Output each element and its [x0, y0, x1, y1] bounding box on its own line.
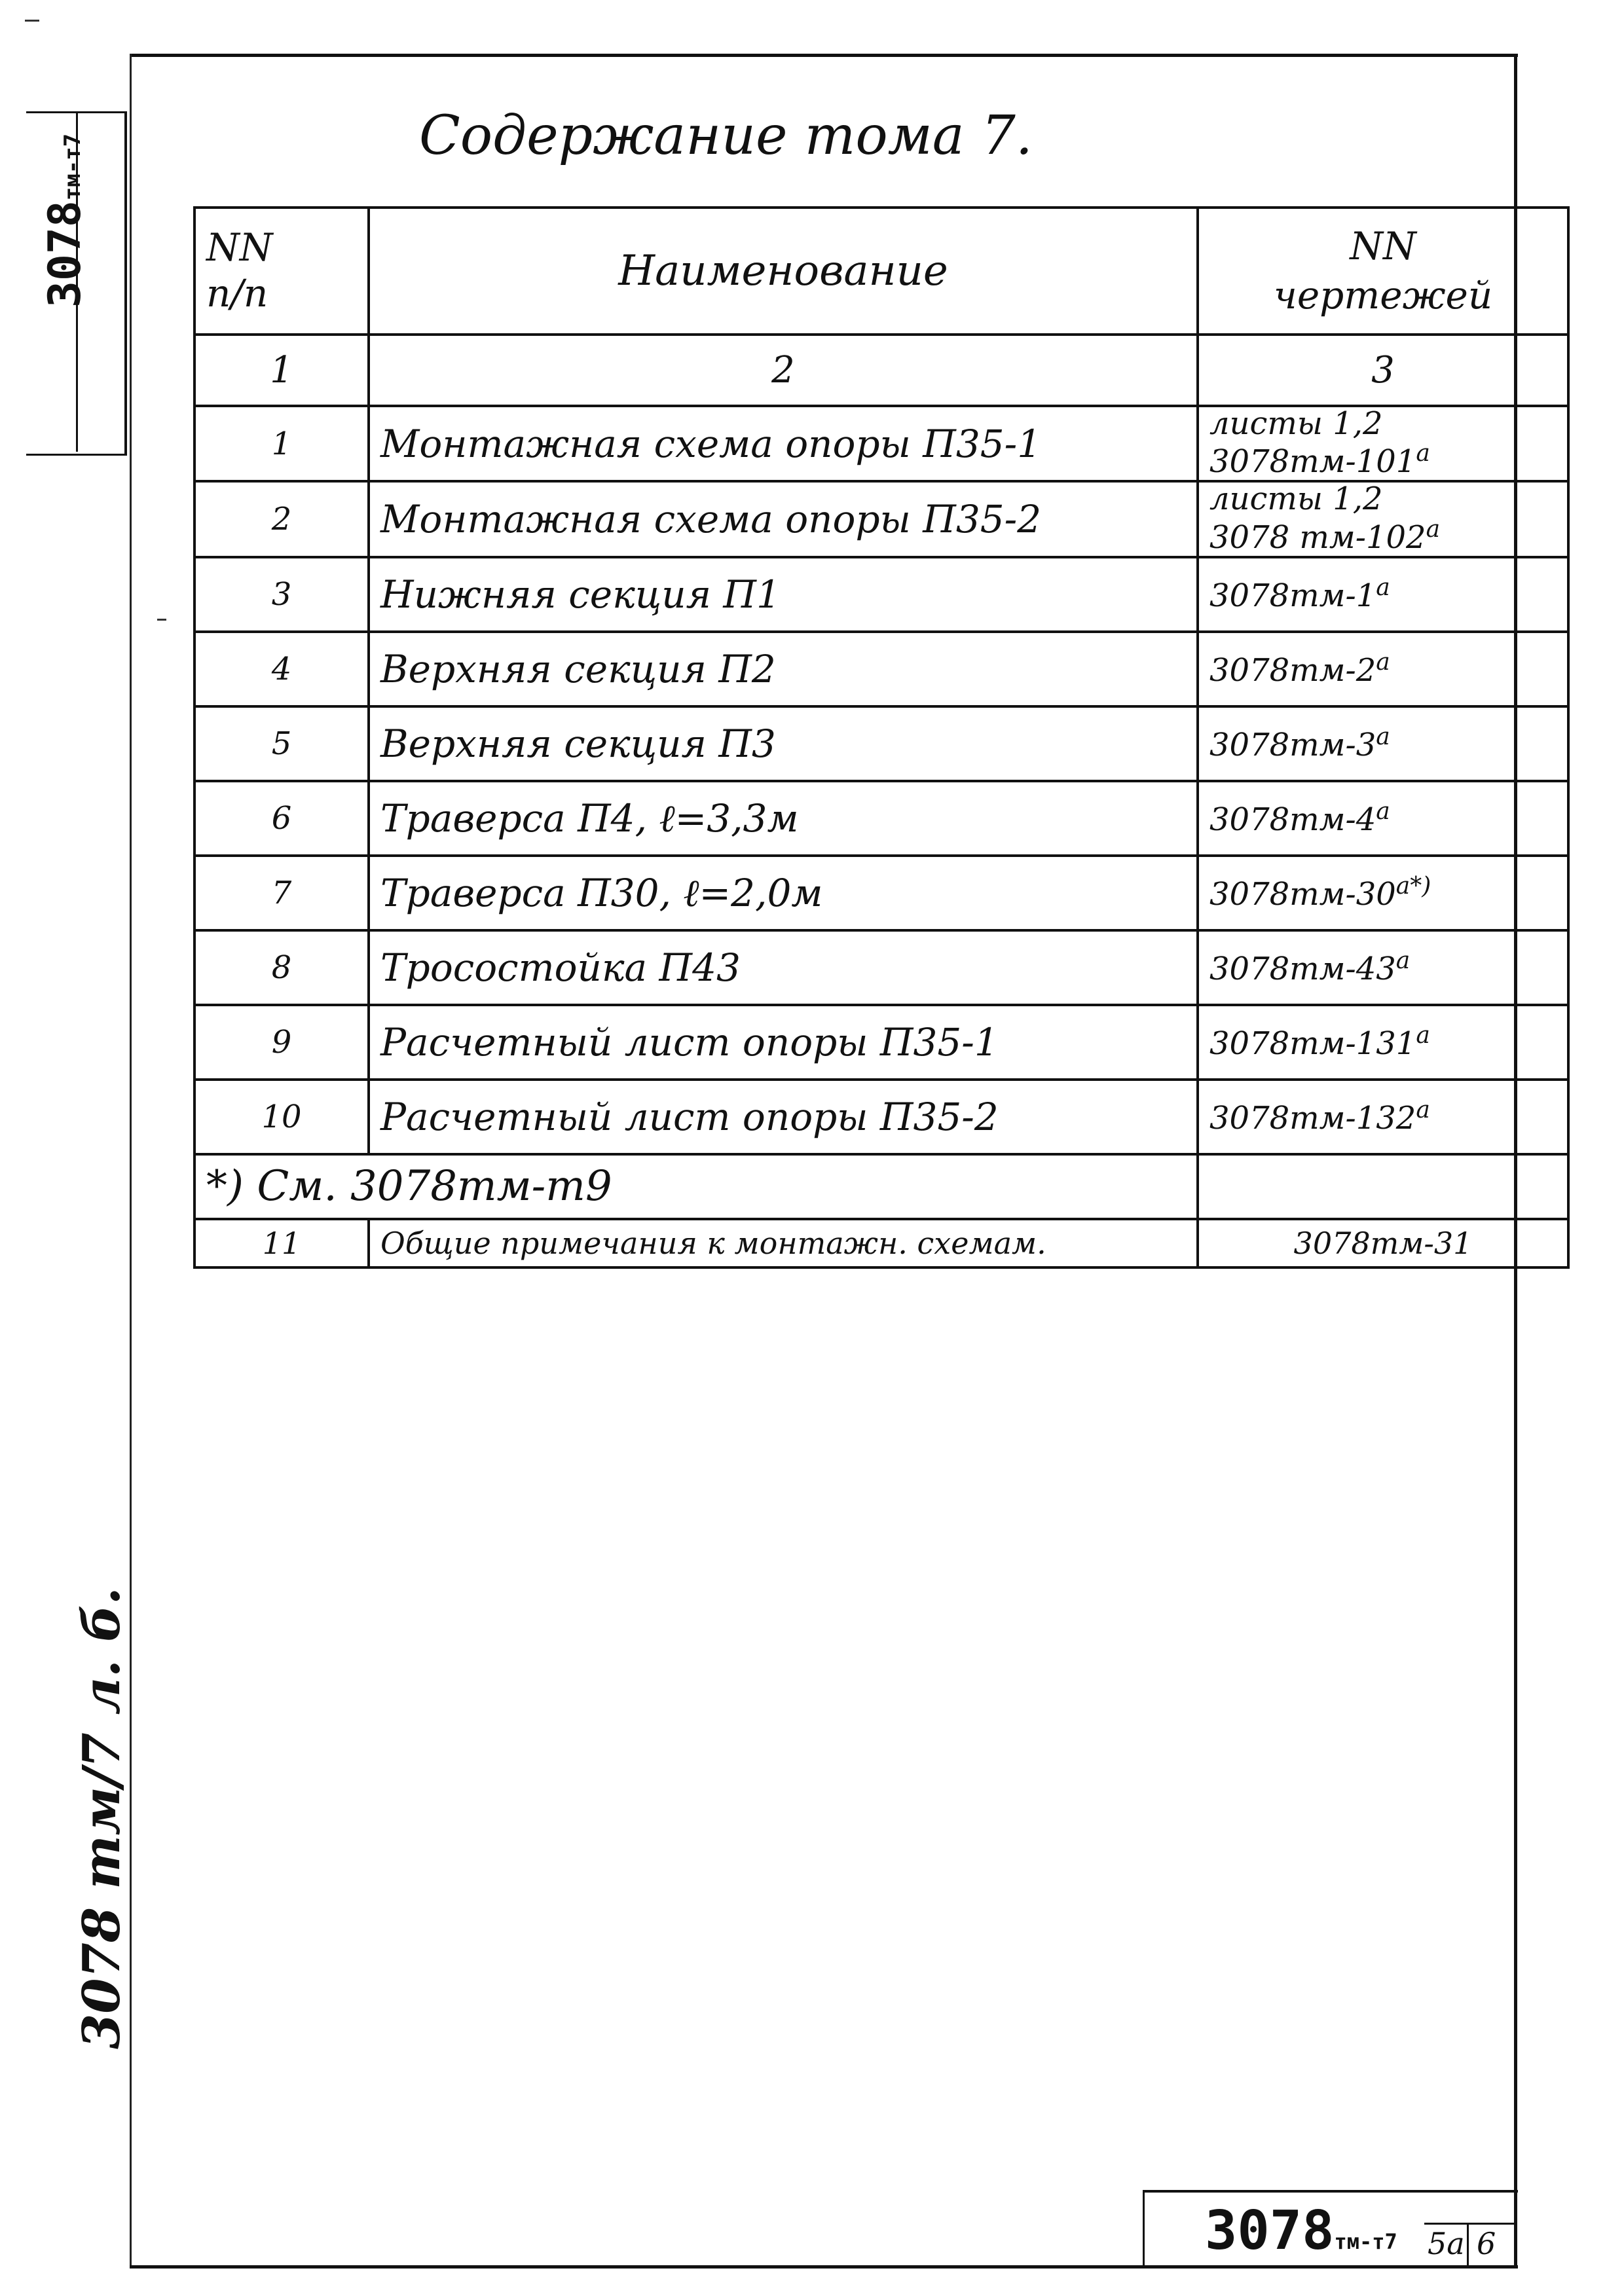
row-number: 4: [194, 632, 369, 706]
footnote-empty-cell: [1198, 1154, 1568, 1219]
row-name: Тросостойка П43: [369, 930, 1198, 1005]
row-number: 10: [194, 1080, 369, 1154]
row-drawing: [1198, 856, 1568, 930]
side-code-suffix: тм-т7: [60, 133, 86, 201]
row-drawing-sup: а: [1395, 947, 1411, 975]
margin-mark: [157, 619, 166, 621]
row-name: Общие примечания к монтажн. схемам.: [369, 1219, 1198, 1267]
table-row: [194, 481, 1568, 556]
table-row: [194, 1219, 1568, 1267]
row-number: 9: [194, 1005, 369, 1080]
table-row: [194, 706, 1568, 781]
table-header-row: [194, 208, 1568, 335]
corner-mark: [25, 20, 39, 22]
row-drawing-sup: а: [1376, 574, 1390, 602]
stamp-sheet-number: 5а: [1428, 2226, 1465, 2261]
table-row: [194, 557, 1568, 632]
row-drawing-sup: а: [1376, 723, 1390, 751]
table-row: [194, 781, 1568, 856]
row-drawing: [1198, 481, 1568, 556]
table-row: [194, 856, 1568, 930]
column-number-row: [194, 335, 1568, 406]
column-number-1: 1: [194, 335, 369, 406]
footnote-row: [194, 1154, 1568, 1219]
row-number: 7: [194, 856, 369, 930]
stamp-sheet-divider: [1467, 2223, 1469, 2265]
table-row: [194, 632, 1568, 706]
row-drawing-sup: а: [1376, 649, 1390, 676]
table-row: [194, 406, 1568, 481]
frame-top-border: [131, 54, 1518, 57]
stamp-code-suffix: тм-т7: [1334, 2229, 1397, 2254]
stamp-total-sheets: 6: [1477, 2226, 1496, 2261]
stamp-sheet-divider-top: [1424, 2223, 1516, 2225]
contents-table: [193, 206, 1570, 1269]
row-number: 11: [194, 1219, 369, 1267]
row-drawing-code: 3078 тм-102: [1209, 519, 1426, 556]
table-row: [194, 1005, 1568, 1080]
row-drawing-code: 3078тм-3: [1209, 727, 1376, 764]
stamp-document-code: [1205, 2200, 1397, 2262]
row-drawing: [1198, 1005, 1568, 1080]
row-drawing-code: 3078тм-2: [1209, 652, 1376, 689]
row-drawing-code: 3078тм-131: [1209, 1025, 1416, 1063]
row-drawing-sup: а*): [1395, 873, 1431, 900]
header-col-number-line1: NN: [206, 225, 273, 270]
row-drawing-sup: а: [1426, 515, 1441, 543]
header-col-number: [194, 208, 369, 335]
row-name: Монтажная схема опоры П35-2: [369, 481, 1198, 556]
header-col-drawing-line2: чертежей: [1273, 273, 1493, 318]
row-drawing: [1198, 1080, 1568, 1154]
row-name: Верхняя секция П3: [369, 706, 1198, 781]
table-row: [194, 1080, 1568, 1154]
column-number-3: 3: [1198, 335, 1568, 406]
row-name: Нижняя секция П1: [369, 557, 1198, 632]
row-drawing: [1198, 632, 1568, 706]
row-sheets: листы 1,2: [1209, 481, 1383, 518]
table-row: [194, 930, 1568, 1005]
row-number: 2: [194, 481, 369, 556]
row-drawing: [1198, 781, 1568, 856]
row-drawing-sup: а: [1416, 1097, 1430, 1124]
row-drawing-sup: а: [1416, 1022, 1430, 1049]
row-drawing-code: 3078тм-1: [1209, 577, 1376, 615]
row-number: 1: [194, 406, 369, 481]
stamp-code-main: 3078: [1205, 2200, 1335, 2262]
side-document-code: [39, 134, 91, 308]
row-drawing-sup: а: [1376, 798, 1390, 826]
row-drawing-sup: а: [1416, 440, 1430, 467]
row-sheets: листы 1,2: [1209, 406, 1383, 442]
row-drawing: [1198, 406, 1568, 481]
header-col-name: Наименование: [369, 208, 1198, 335]
row-name: Монтажная схема опоры П35-1: [369, 406, 1198, 481]
row-drawing-code: 3078тм-31: [1198, 1219, 1568, 1267]
side-handwritten-note: 3078 тм/7 л. б.: [72, 1587, 132, 2049]
row-name: Расчетный лист опоры П35-1: [369, 1005, 1198, 1080]
header-col-drawing-line1: NN: [1350, 223, 1416, 268]
row-drawing-code: 3078тм-4: [1209, 801, 1376, 839]
row-drawing-code: 3078тм-30: [1209, 876, 1396, 913]
row-drawing-code: 3078тм-101: [1209, 443, 1416, 481]
row-number: 3: [194, 557, 369, 632]
side-code-main: 3078: [39, 200, 91, 308]
row-name: Расчетный лист опоры П35-2: [369, 1080, 1198, 1154]
footnote-text: *) См. 3078тм-т9: [194, 1154, 1198, 1219]
row-number: 6: [194, 781, 369, 856]
header-col-drawing: [1198, 208, 1568, 335]
row-name: Траверса П4, ℓ=3,3м: [369, 781, 1198, 856]
column-number-2: 2: [369, 335, 1198, 406]
row-name: Траверса П30, ℓ=2,0м: [369, 856, 1198, 930]
header-col-number-line2: п/п: [206, 271, 268, 316]
row-drawing: [1198, 930, 1568, 1005]
row-name: Верхняя секция П2: [369, 632, 1198, 706]
row-number: 5: [194, 706, 369, 781]
page-title: Содержание тома 7.: [419, 105, 1033, 167]
row-drawing-code: 3078тм-43: [1209, 951, 1396, 988]
row-drawing-code: 3078тм-132: [1209, 1100, 1416, 1137]
row-drawing: [1198, 706, 1568, 781]
row-drawing: [1198, 557, 1568, 632]
row-number: 8: [194, 930, 369, 1005]
